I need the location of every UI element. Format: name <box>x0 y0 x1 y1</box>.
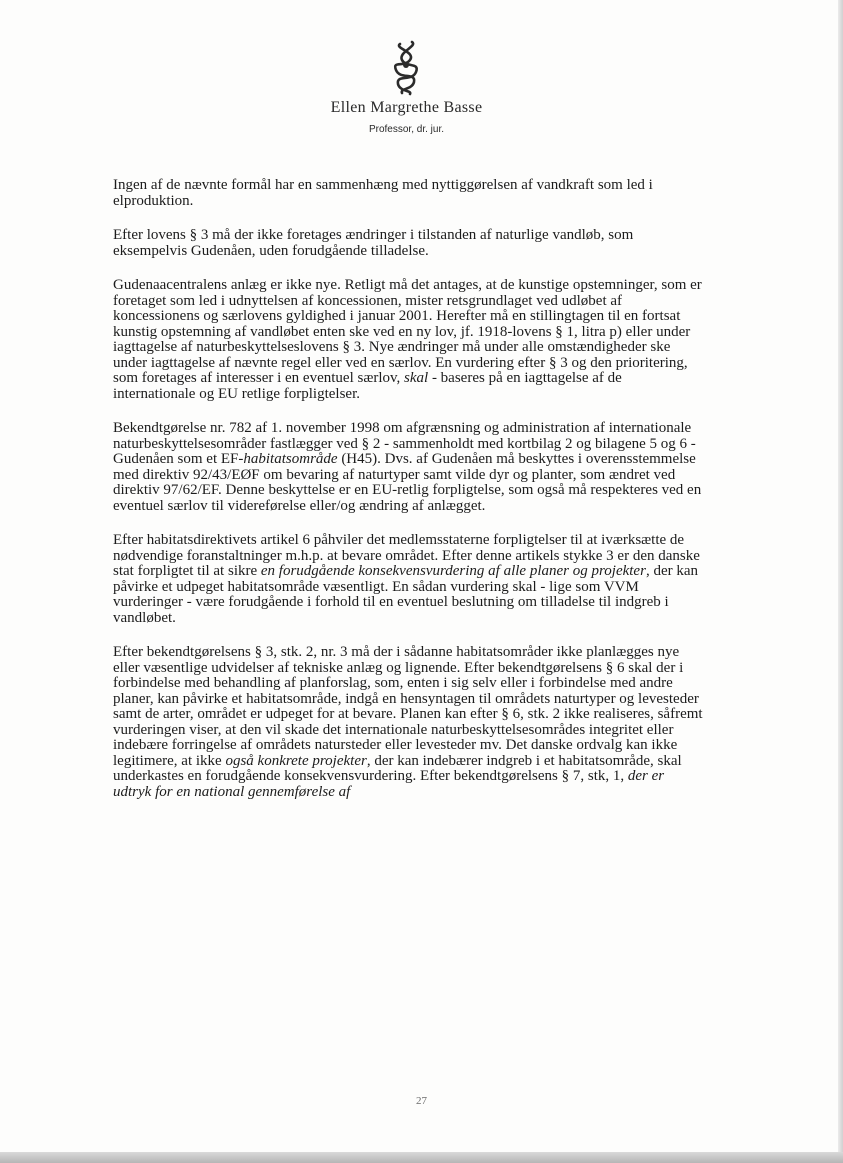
text-segment: Efter bekendtgørelsens § 3, stk. 2, nr. 3 må der i sådanne habitatsområder ikke planlægges nye eller væsentlige udvidelser af tekniske anlæg og lignende. Efter bekendtgørelsens § 6 skal der i forbindelse med behandling af planforslag, som, enten i sig selv eller i forbindelse med andre planer, kan påvirke et habitatsområde, indgå en hensyntagen til områdets naturtyper og levesteder samt de arter, området er udpeget for at bevare. Planen kan efter § 6, stk. 2 ikke realiseres, såfremt vurderingen viser, at den vil skade det internationale naturbeskyttelsesområdes integritet eller indebære forringelse af områdets natursteder eller levesteder mv. Det danske ordvalg kan ikke legitimere, at ikke <box>113 644 703 769</box>
paragraph <box>113 421 703 514</box>
author-title: Professor, dr. jur. <box>368 124 445 135</box>
scan-edge-right <box>838 0 843 1163</box>
text-segment: - baseres på en iagttagelse af de internationale og EU retlige forpligtelser. <box>113 370 622 402</box>
text-segment: Efter lovens § 3 må der ikke foretages ændringer i tilstanden af naturlige vandløb, som eksempelvis Gudenåen, uden forudgående tilladelse. <box>113 227 634 259</box>
paragraph <box>113 278 703 402</box>
monogram-logo-icon <box>386 38 426 96</box>
italic-text-segment: også konkrete projekter <box>225 752 367 769</box>
text-segment: Gudenaacentralens anlæg er ikke nye. Retligt må det antages, at de kunstige opstemninger, som er foretaget som led i udnyttelsen af koncessionen, mister retsgrundlaget ved udløbet af koncessionens og særlovens gyldighed i januar 2001. Herefter må en stillingtagen til en fortsat kunstig opstemning af vandløbet enten ske ved en ny lov, jf. 1918-lovens § 1, litra p) eller under iagttagelse af naturbeskyttelseslovens § 3. Nye ændringer må under alle omstændigheder ske under iagttagelse af nævnte regel eller ved en særlov. En vurdering efter § 3 og den prioritering, som foretages af interesser i en eventuel særlov, <box>113 277 702 386</box>
scan-edge-bottom <box>0 1152 843 1163</box>
paragraph <box>113 533 703 626</box>
text-segment: Bekendtgørelse nr. 782 af 1. november 1998 om afgrænsning og administration af internationale naturbeskyttelsesområder fastlægger ved § 2 - sammenholdt med kortbilag 2 og bilagene 5 og 6 - Gudenåen som et EF- <box>113 420 696 467</box>
body-text <box>113 178 703 800</box>
text-segment: (H45). Dvs. af Gudenåen må beskyttes i overensstemmelse med direktiv 92/43/EØF om bevaring af naturtyper samt vilde dyr og planter, som ændret ved direktiv 97/62/EF. Denne beskyttelse er en EU-retlig forpligtelse, som også må respekteres ved en eventuel særlov til videreførelse eller/og ændring af anlægget. <box>113 451 702 514</box>
text-segment: , der kan påvirke et udpeget habitatsområde væsentligt. En sådan vurdering skal - lige som VVM vurderinger - være forudgående i forhold til en eventuel beslutning om tilladelse til indgreb i vandløbet. <box>113 563 698 626</box>
text-segment: , der kan indebærer indgreb i et habitatsområde, skal underkastes en forudgående konsekvensvurdering. Efter bekendtgørelsens § 7, stk, 1, <box>113 752 682 784</box>
paragraph <box>113 645 703 800</box>
text-segment: Ingen af de nævnte formål har en sammenhæng med nyttiggørelsen af vandkraft som led i elproduktion. <box>113 177 653 209</box>
italic-text-segment: en forudgående konsekvensvurdering af alle planer og projekter <box>260 563 646 579</box>
text-segment: Efter habitatsdirektivets artikel 6 påhviler det medlemsstaterne forpligtelser til at iværksætte de nødvendige foranstaltninger m.h.p. at bevare området. Efter denne artikels stykke 3 er den danske stat forpligtet til at sikre <box>113 532 700 579</box>
italic-text-segment: der er udtryk for en national gennemførelse af <box>113 768 665 800</box>
author-name: Ellen Margrethe Basse <box>330 99 483 116</box>
page-number: 27 <box>416 1095 427 1107</box>
italic-text-segment: habitatsområde <box>243 451 338 467</box>
italic-text-segment: skal <box>404 370 429 386</box>
paragraph <box>113 228 703 259</box>
paragraph <box>113 178 703 209</box>
